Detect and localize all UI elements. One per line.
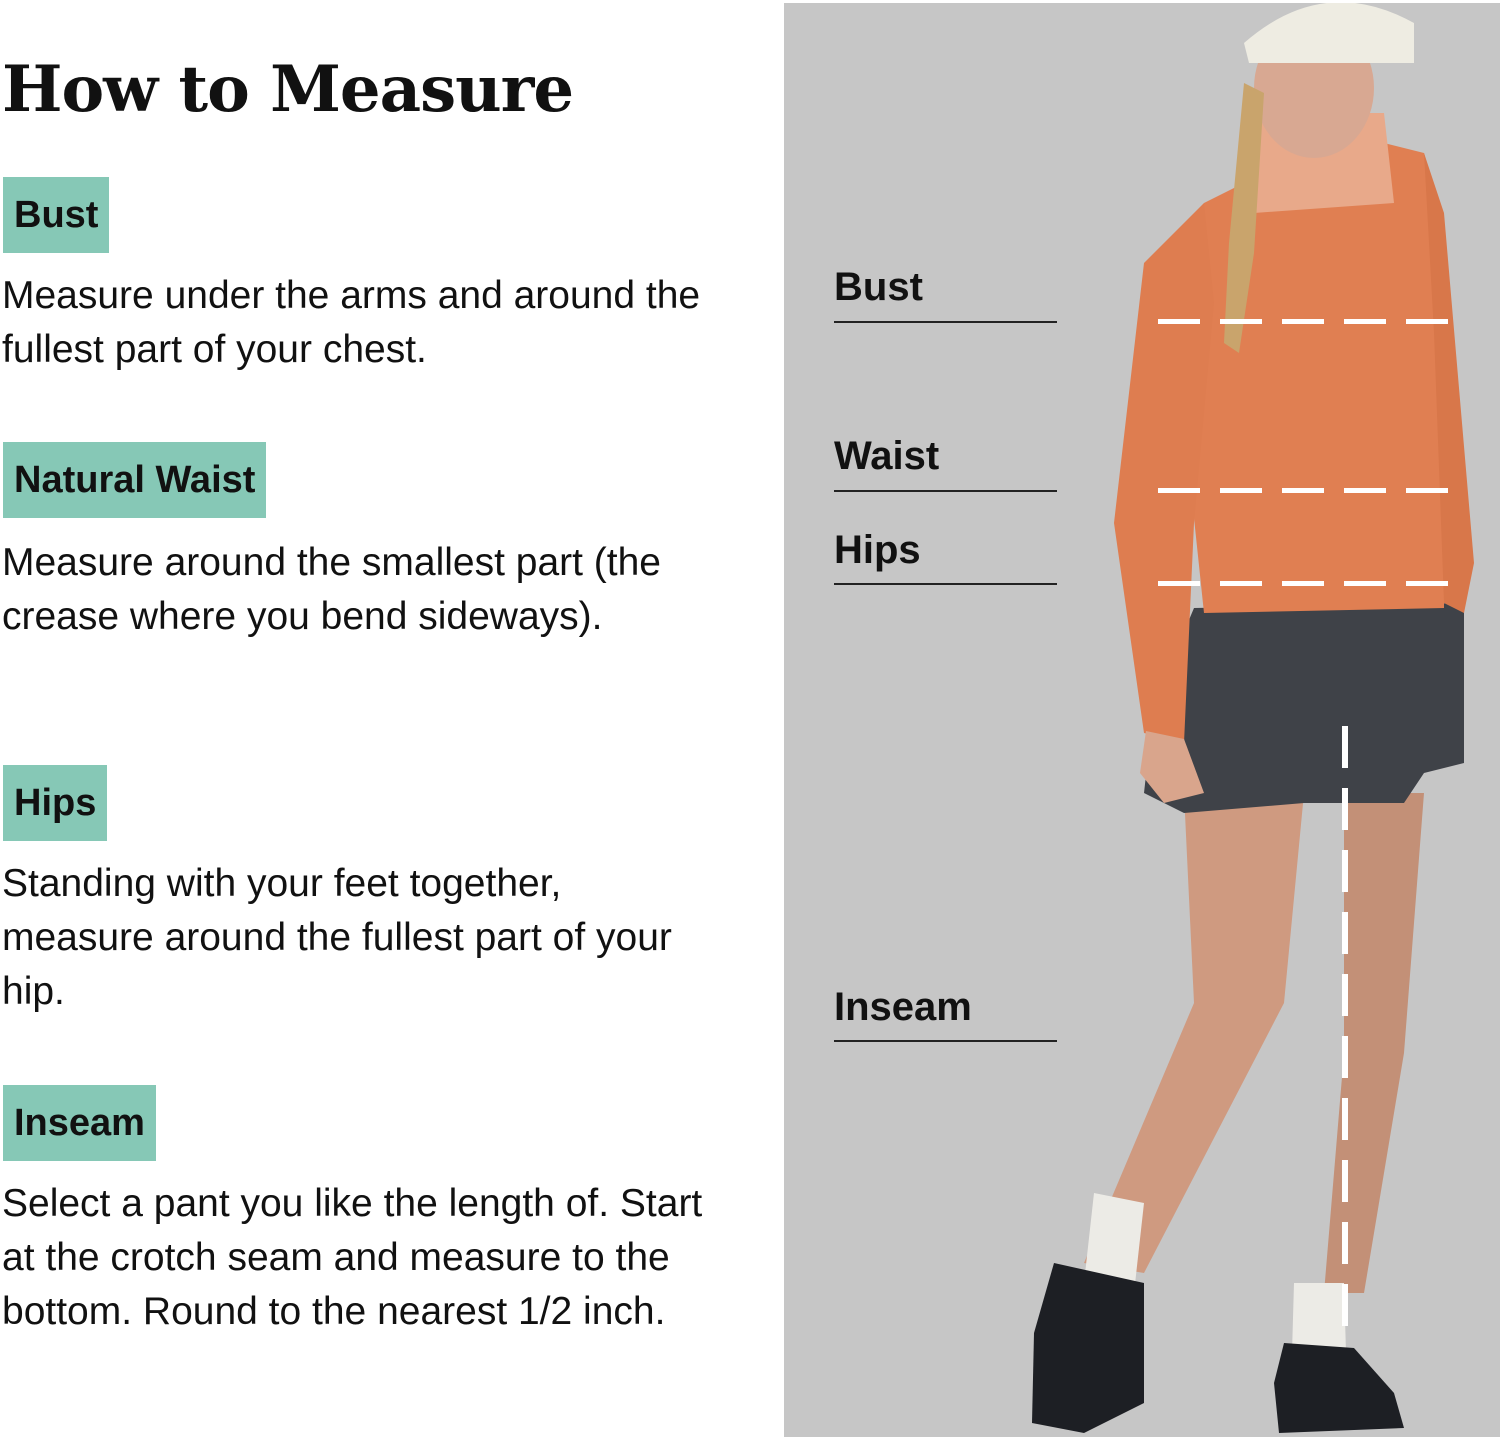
hips-marker-label: Hips	[834, 528, 921, 572]
natural-waist-label: Natural Waist	[3, 442, 266, 518]
inseam-marker-label: Inseam	[834, 985, 972, 1029]
model-figure-illustration	[784, 3, 1500, 1437]
bust-description: Measure under the arms and around the fullest part of your chest.	[2, 274, 701, 371]
bust-label: Bust	[3, 177, 109, 253]
inseam-marker-line	[834, 1040, 1057, 1042]
waist-marker-label: Waist	[834, 434, 940, 478]
bust-marker-line	[834, 321, 1057, 323]
hips-label: Hips	[3, 765, 107, 841]
hips-dashed-line	[1158, 581, 1451, 586]
page-title: How to Measure	[2, 52, 574, 127]
bust-marker-label: Bust	[834, 265, 923, 309]
inseam-description: Select a pant you like the length of. Start at the crotch seam and measure to the bottom. Round to the nearest 1/2 inch.	[2, 1182, 703, 1333]
model-photo	[784, 3, 1500, 1437]
waist-marker-line	[834, 490, 1057, 492]
natural-waist-description: Measure around the smallest part (the crease where you bend sideways).	[2, 541, 662, 638]
inseam-dashed-line	[1342, 726, 1348, 1336]
inseam-label: Inseam	[3, 1085, 156, 1161]
bust-dashed-line	[1158, 319, 1451, 324]
hips-description: Standing with your feet together, measure around the fullest part of your hip.	[2, 862, 672, 1013]
waist-dashed-line	[1158, 488, 1451, 493]
hips-marker-line	[834, 583, 1057, 585]
